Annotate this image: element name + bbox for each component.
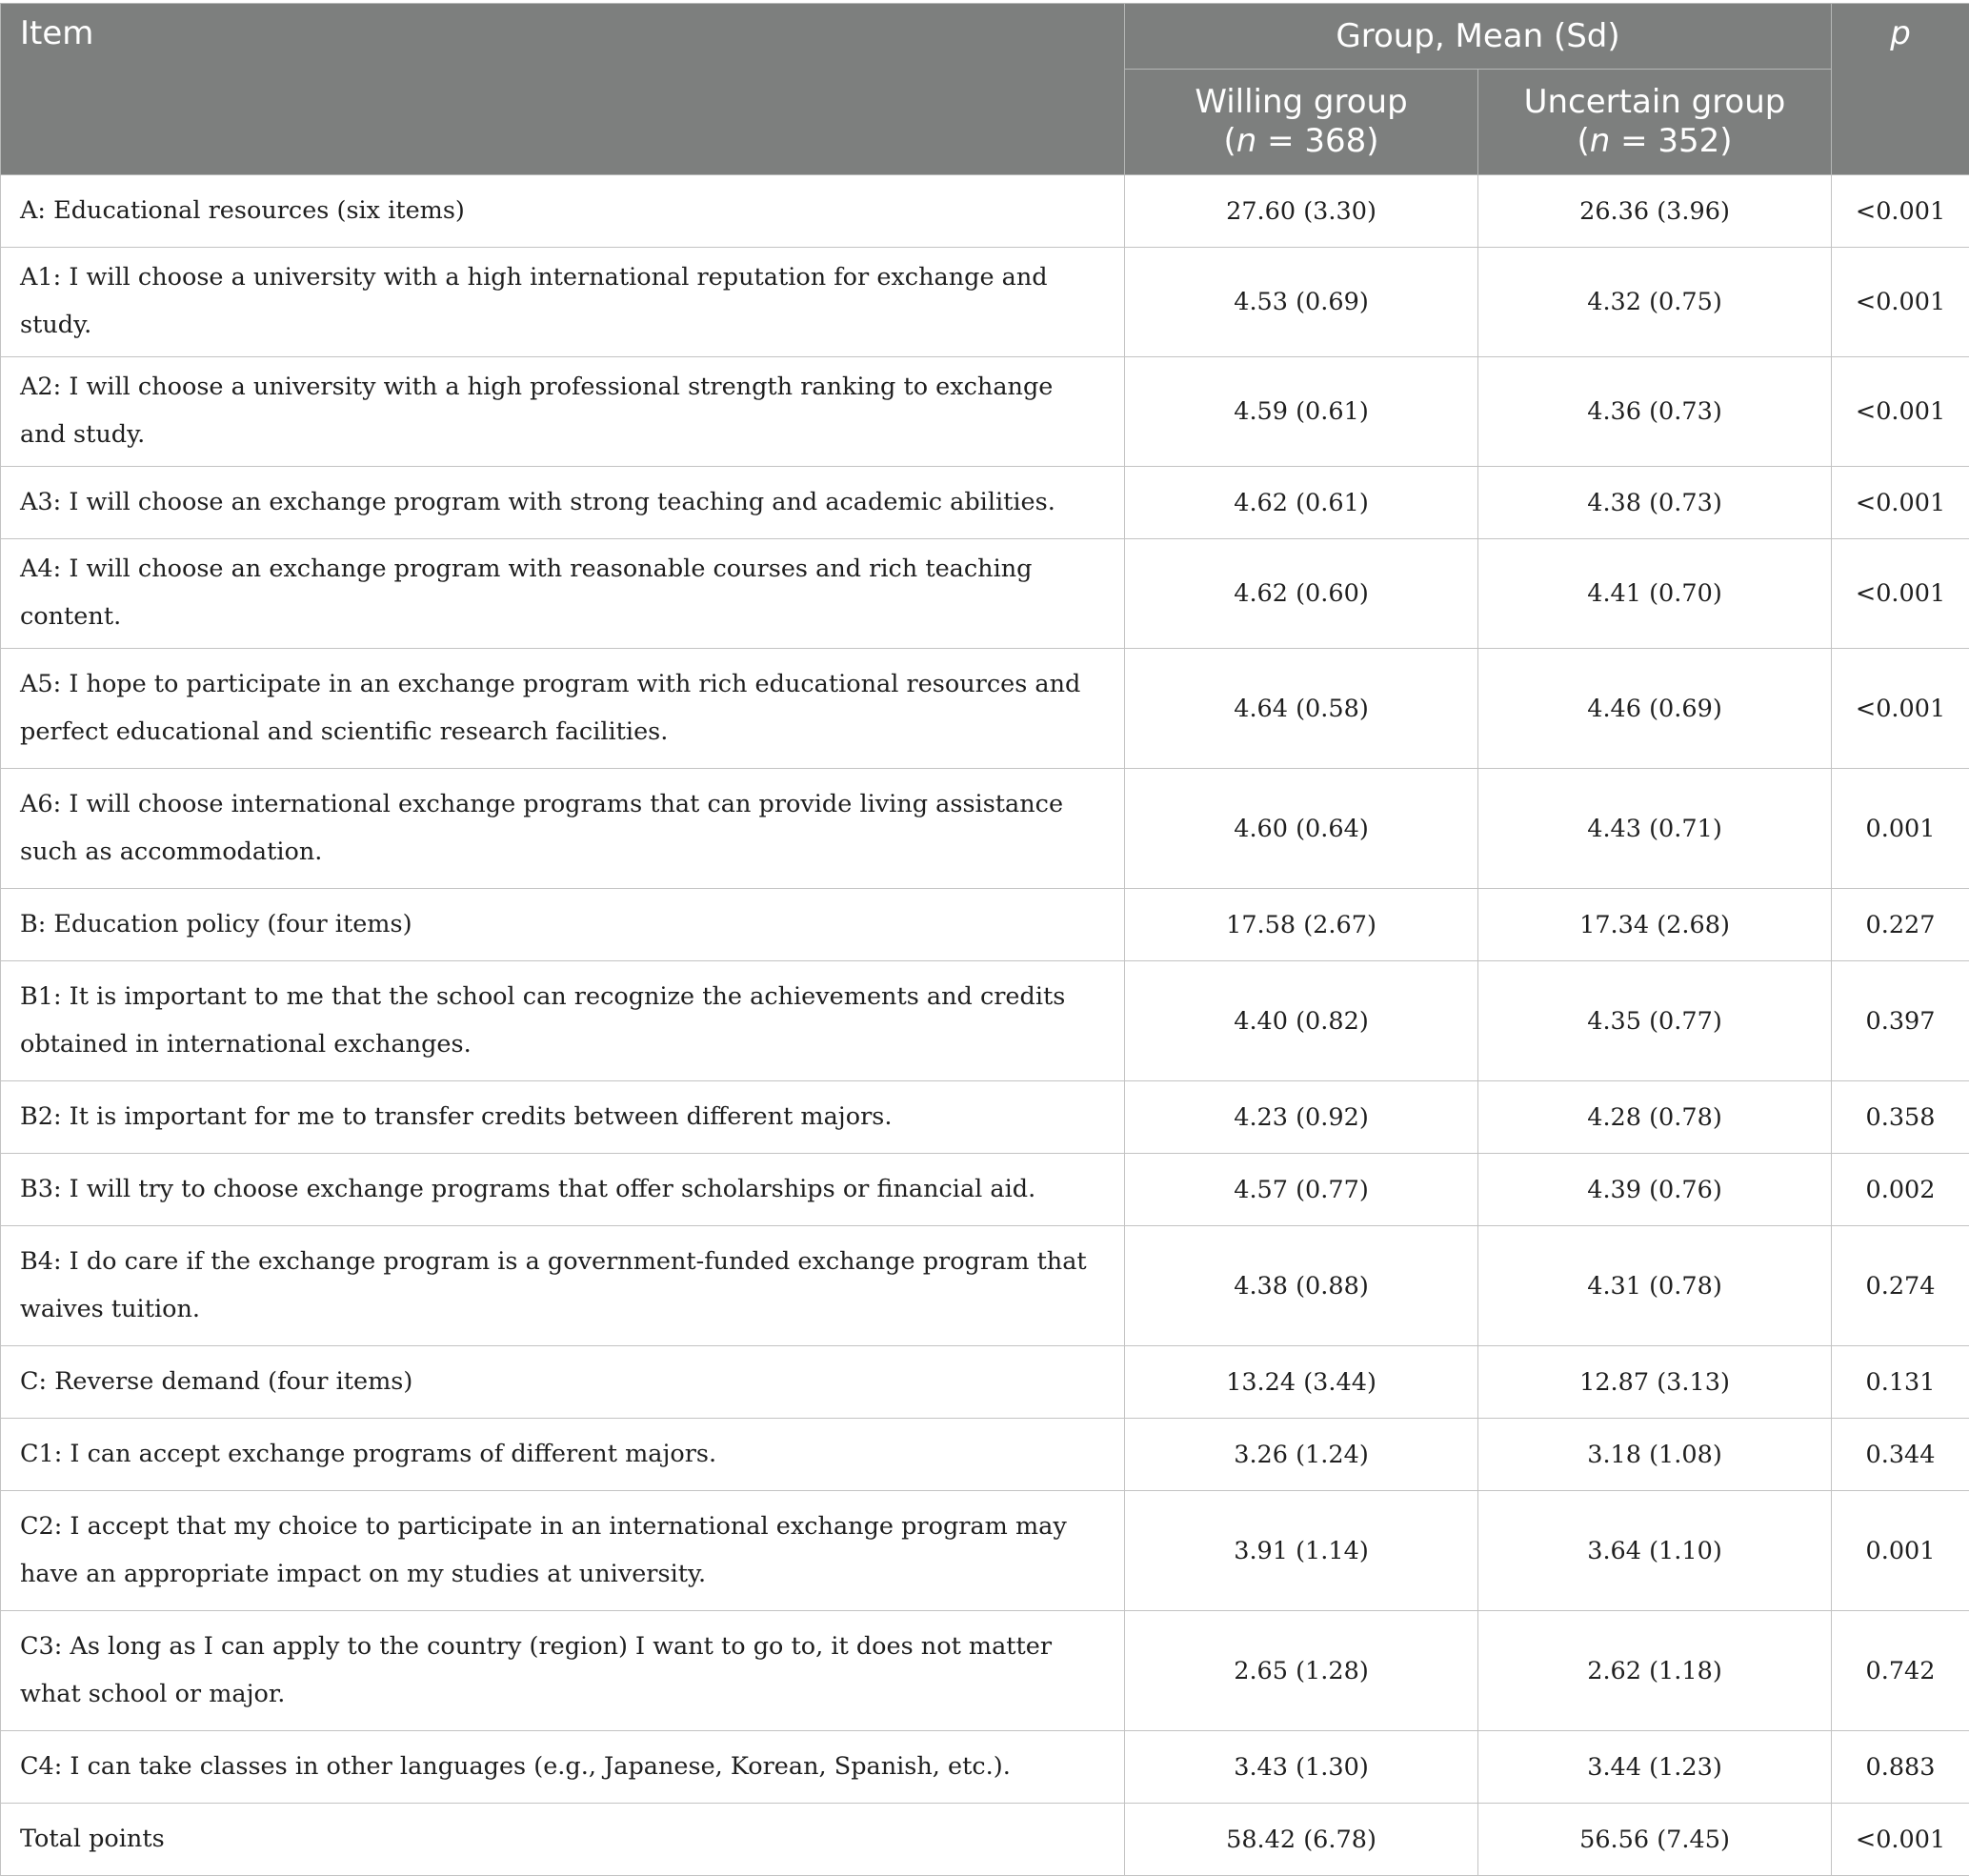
uncertain-n-value: = 352) — [1610, 122, 1732, 160]
item-cell: A6: I will choose international exchange programs that can provide living assistance such as accommodation. — [1, 769, 1125, 889]
uncertain-cell: 4.36 (0.73) — [1478, 357, 1832, 467]
uncertain-cell: 4.31 (0.78) — [1478, 1226, 1832, 1346]
table-row — [1, 961, 1969, 1081]
item-cell: B2: It is important for me to transfer credits between different majors. — [1, 1081, 1125, 1154]
p-value-cell: <0.001 — [1832, 357, 1969, 467]
header-row-top — [1, 4, 1969, 70]
table-row — [1, 1611, 1969, 1731]
p-value-cell: 0.274 — [1832, 1226, 1969, 1346]
p-value-cell: 0.001 — [1832, 1491, 1969, 1611]
uncertain-cell: 2.62 (1.18) — [1478, 1611, 1832, 1731]
willing-n-symbol: n — [1236, 122, 1257, 160]
p-value-cell: <0.001 — [1832, 1804, 1969, 1876]
uncertain-cell: 3.44 (1.23) — [1478, 1731, 1832, 1804]
item-cell: A: Educational resources (six items) — [1, 175, 1125, 248]
p-value-cell: 0.397 — [1832, 961, 1969, 1081]
p-value-cell: 0.227 — [1832, 889, 1969, 961]
item-cell: B3: I will try to choose exchange programs that offer scholarships or financial aid. — [1, 1154, 1125, 1226]
table-row — [1, 357, 1969, 467]
table-row — [1, 539, 1969, 649]
table-row — [1, 248, 1969, 357]
item-cell: B1: It is important to me that the school can recognize the achievements and credits obtained in international exchanges. — [1, 961, 1125, 1081]
table-row — [1, 1804, 1969, 1876]
p-value-cell: 0.344 — [1832, 1419, 1969, 1491]
table-row — [1, 1081, 1969, 1154]
uncertain-cell: 4.39 (0.76) — [1478, 1154, 1832, 1226]
willing-cell: 2.65 (1.28) — [1125, 1611, 1478, 1731]
results-table — [0, 3, 1969, 1876]
item-cell: C: Reverse demand (four items) — [1, 1346, 1125, 1419]
table-body — [1, 175, 1969, 1876]
item-cell: C2: I accept that my choice to participate in an international exchange program may have an appropriate impact on my studies at university. — [1, 1491, 1125, 1611]
willing-cell: 3.43 (1.30) — [1125, 1731, 1478, 1804]
uncertain-cell: 4.28 (0.78) — [1478, 1081, 1832, 1154]
table-row — [1, 889, 1969, 961]
uncertain-cell: 26.36 (3.96) — [1478, 175, 1832, 248]
p-value-cell: <0.001 — [1832, 649, 1969, 769]
uncertain-cell: 3.64 (1.10) — [1478, 1491, 1832, 1611]
willing-cell: 4.38 (0.88) — [1125, 1226, 1478, 1346]
willing-cell: 4.59 (0.61) — [1125, 357, 1478, 467]
willing-cell: 4.40 (0.82) — [1125, 961, 1478, 1081]
p-value-cell: 0.883 — [1832, 1731, 1969, 1804]
p-value-cell: <0.001 — [1832, 539, 1969, 649]
item-cell: A1: I will choose a university with a high international reputation for exchange and study. — [1, 248, 1125, 357]
p-value-column-header: p — [1832, 4, 1969, 175]
uncertain-cell: 12.87 (3.13) — [1478, 1346, 1832, 1419]
uncertain-group-header — [1478, 70, 1832, 175]
p-value-cell: 0.358 — [1832, 1081, 1969, 1154]
willing-cell: 13.24 (3.44) — [1125, 1346, 1478, 1419]
willing-cell: 4.62 (0.60) — [1125, 539, 1478, 649]
item-cell: B4: I do care if the exchange program is a government-funded exchange program that waives tuition. — [1, 1226, 1125, 1346]
uncertain-cell: 4.32 (0.75) — [1478, 248, 1832, 357]
willing-cell: 17.58 (2.67) — [1125, 889, 1478, 961]
item-cell: Total points — [1, 1804, 1125, 1876]
willing-cell: 3.91 (1.14) — [1125, 1491, 1478, 1611]
table-row — [1, 1419, 1969, 1491]
uncertain-n-symbol: n — [1590, 122, 1611, 160]
uncertain-cell: 56.56 (7.45) — [1478, 1804, 1832, 1876]
p-value-cell: <0.001 — [1832, 175, 1969, 248]
p-value-cell: 0.001 — [1832, 769, 1969, 889]
p-value-cell: 0.131 — [1832, 1346, 1969, 1419]
item-cell: B: Education policy (four items) — [1, 889, 1125, 961]
group-column-header: Group, Mean (Sd) — [1125, 4, 1832, 70]
item-cell: C3: As long as I can apply to the country (region) I want to go to, it does not matter what school or major. — [1, 1611, 1125, 1731]
table-row — [1, 175, 1969, 248]
p-value-cell: 0.002 — [1832, 1154, 1969, 1226]
item-column-header: Item — [1, 4, 1125, 175]
table-row — [1, 769, 1969, 889]
p-value-cell: <0.001 — [1832, 467, 1969, 539]
table-row — [1, 1491, 1969, 1611]
uncertain-cell: 4.35 (0.77) — [1478, 961, 1832, 1081]
item-cell: A5: I hope to participate in an exchange program with rich educational resources and perfect educational and scientific research facilities. — [1, 649, 1125, 769]
uncertain-cell: 4.38 (0.73) — [1478, 467, 1832, 539]
p-value-cell: <0.001 — [1832, 248, 1969, 357]
uncertain-group-name: Uncertain group — [1478, 83, 1831, 122]
table-row — [1, 1154, 1969, 1226]
item-cell: A4: I will choose an exchange program with reasonable courses and rich teaching content. — [1, 539, 1125, 649]
item-cell: A2: I will choose a university with a high professional strength ranking to exchange and study. — [1, 357, 1125, 467]
willing-group-header — [1125, 70, 1478, 175]
uncertain-cell: 4.46 (0.69) — [1478, 649, 1832, 769]
willing-cell: 4.23 (0.92) — [1125, 1081, 1478, 1154]
table-row — [1, 467, 1969, 539]
willing-cell: 4.62 (0.61) — [1125, 467, 1478, 539]
table-row — [1, 1226, 1969, 1346]
item-cell: C4: I can take classes in other languages (e.g., Japanese, Korean, Spanish, etc.). — [1, 1731, 1125, 1804]
table-header — [1, 4, 1969, 175]
willing-cell: 4.60 (0.64) — [1125, 769, 1478, 889]
uncertain-cell: 4.41 (0.70) — [1478, 539, 1832, 649]
uncertain-cell: 3.18 (1.08) — [1478, 1419, 1832, 1491]
willing-cell: 58.42 (6.78) — [1125, 1804, 1478, 1876]
item-cell: C1: I can accept exchange programs of different majors. — [1, 1419, 1125, 1491]
willing-group-n: (n = 368) — [1125, 122, 1477, 161]
willing-cell: 4.64 (0.58) — [1125, 649, 1478, 769]
willing-group-name: Willing group — [1125, 83, 1477, 122]
uncertain-cell: 4.43 (0.71) — [1478, 769, 1832, 889]
willing-cell: 3.26 (1.24) — [1125, 1419, 1478, 1491]
uncertain-group-n: (n = 352) — [1478, 122, 1831, 161]
willing-cell: 4.57 (0.77) — [1125, 1154, 1478, 1226]
table-row — [1, 649, 1969, 769]
willing-n-value: = 368) — [1256, 122, 1378, 160]
table-row — [1, 1731, 1969, 1804]
table-row — [1, 1346, 1969, 1419]
uncertain-cell: 17.34 (2.68) — [1478, 889, 1832, 961]
p-value-cell: 0.742 — [1832, 1611, 1969, 1731]
willing-cell: 27.60 (3.30) — [1125, 175, 1478, 248]
item-cell: A3: I will choose an exchange program with strong teaching and academic abilities. — [1, 467, 1125, 539]
willing-cell: 4.53 (0.69) — [1125, 248, 1478, 357]
